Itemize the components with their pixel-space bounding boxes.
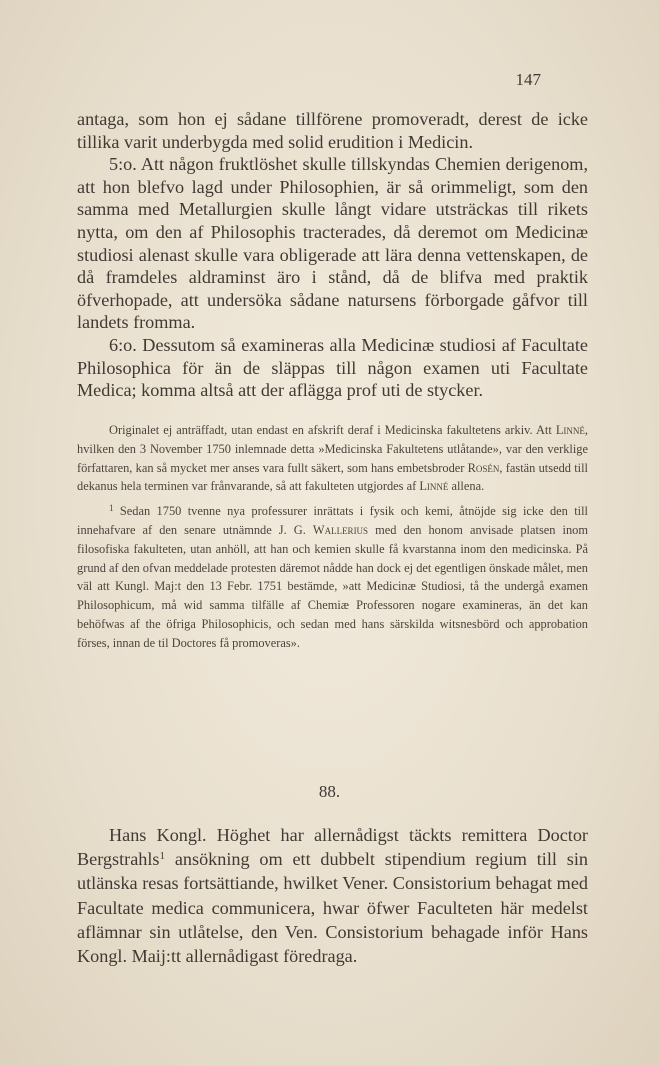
- footnote-1: [77, 502, 588, 652]
- section-paragraph: [77, 823, 588, 968]
- paragraph-continuation: antaga, som hon ej sådane tillförene promoveradt, derest de icke tillika varit underbygda med solid erudition i Medicin.: [77, 109, 588, 152]
- page-number: 147: [515, 70, 541, 89]
- footnote-1-text-2: med den honom anvisade platsen inom filosofiska fakulteten, utan anhöll, att han och kemien skulle få kvarstanna inom den medicinska. På grund af den ofvan meddelade protesten däremot nådde han dock ej det egentligen önskade målet, men väl att Kungl. Maj:t den 13 Febr. 1751 bestämde, »att Medicinæ Studiosi, tå the undergå examen Philosophicum, må wid samma tilfälle af Chemiæ Professoren nogare examineras, än det kan behöfwas af the öfriga Philosophicis, och sedan med hans särskilda witsnesbörd och approbation förses, innan de til Doctores få promoveras».: [77, 522, 588, 650]
- main-text: [77, 108, 588, 402]
- name-wallerius: Wallerius: [312, 522, 369, 537]
- editorial-note-text-3: , fastän utsedd till dekanus hela terminen var frånvarande, så att fakulteten utgjordes af: [77, 460, 588, 494]
- editorial-note-text-2: , hvilken den 3 November 1750 inlemnade detta »Medicinska Fakultetens utlåtande», var den verklige författaren, kan så mycket mer anses vara fullt säkert, som hans embetsbroder: [77, 423, 588, 475]
- footnotes: [77, 421, 588, 653]
- paragraph-point-5: 5:o. Att någon fruktlöshet skulle tillskyndas Chemien derigenom, att hon blefvo lagd under Philosophien, är så orimmeligt, som den samma med Metallurgien skulle långt vidare utsträckas till rikets nytta, om den af Philosophis tracterades, då deremot om Medicinæ studiosi alenast skulle vara obligerade att lära denna vettenskapen, de då framdeles aldraminst äro i stånd, då de blifva med praktik öfverhopade, att undersöka sådane natursens förborgade gåfvor till landets fromma.: [77, 154, 588, 333]
- paragraph-point-6: 6:o. Dessutom så examineras alla Medicinæ studiosi af Facultate Philosophica för än de släppas till någon examen uti Facultate Medica; komma altså att der aflägga prof uti de stycker.: [77, 334, 588, 401]
- name-rosen: Rosén: [467, 460, 500, 475]
- editorial-note: [77, 421, 588, 496]
- footnote-marker: 1: [109, 503, 114, 514]
- editorial-note-text-4: allena.: [448, 479, 485, 494]
- name-linne: Linné: [555, 423, 585, 437]
- name-linne-2: Linné: [419, 479, 449, 494]
- section-text-1: Hans Kongl. Höghet har allernådigst täckts remittera Doctor Bergstrahls: [77, 825, 588, 870]
- section-number: 88.: [318, 782, 341, 801]
- section-88-text: [77, 823, 588, 968]
- footnote-1-text-1: Sedan 1750 tvenne nya professurer inrättats i fysik och kemi, åtnöjde sig icke den till innehafvare af den senare utnämnde J. G.: [77, 504, 588, 537]
- section-text-2: ansökning om ett dubbelt stipendium regium till sin utlänska resas fortsättiande, hwilket Vener. Consistorium behagat med Facultate medica communicera, hwar öfwer Faculteten här medelst aflämnar sin utlåtelse, den Ven. Consistorium behagade inför Hans Kongl. Maij:tt allernådigast föredraga.: [77, 849, 588, 967]
- footnote-reference: 1: [159, 850, 166, 863]
- editorial-note-text-1: Originalet ej anträffadt, utan endast en afskrift deraf i Medicinska fakultetens arkiv. Att: [109, 423, 556, 437]
